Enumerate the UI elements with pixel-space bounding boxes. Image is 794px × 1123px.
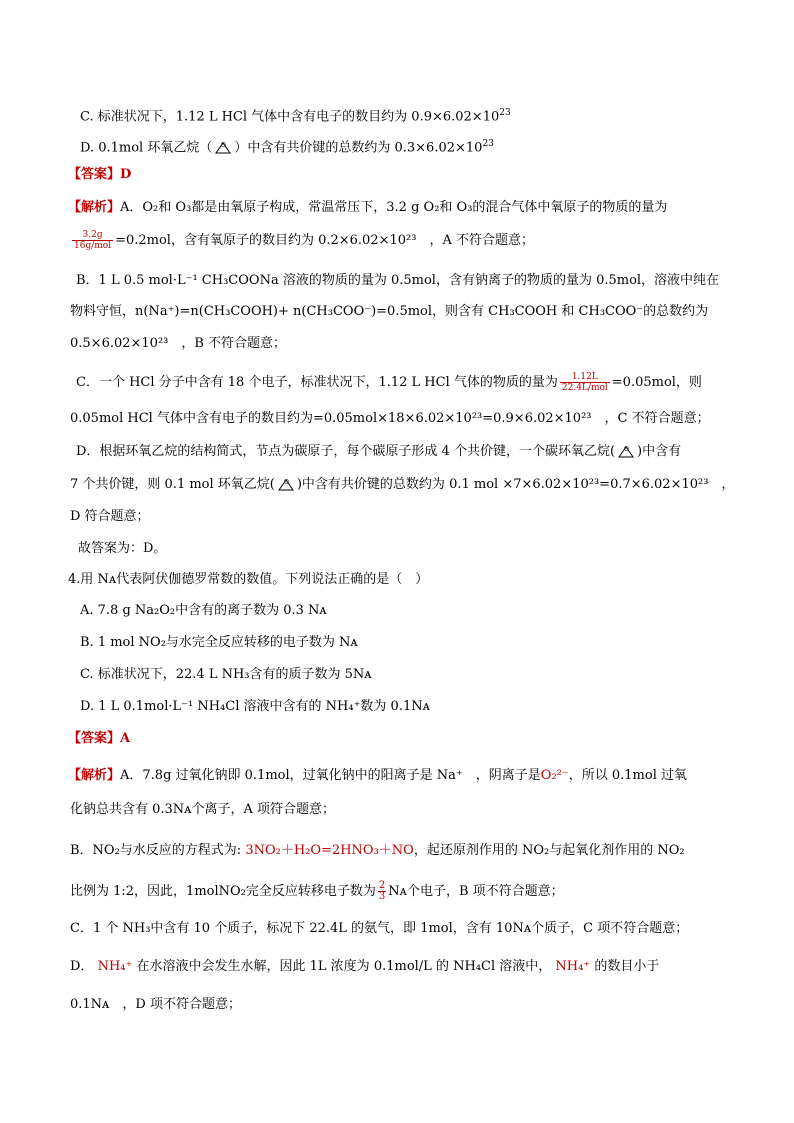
epoxide-ring-icon bbox=[212, 141, 234, 155]
q4-stem: 4.用 Nᴀ代表阿伏伽德罗常数的数值。下列说法正确的是（ ） bbox=[68, 572, 429, 587]
q3-analysis-a1: 【解析】A．O₂和 O₃都是由氧原子构成，常温常压下，3.2 g O₂和 O₃的混合气体中氧原子的物质的量为 bbox=[68, 200, 668, 215]
fraction: $\frac{3.2g}{\text{16g/mol}}$ bbox=[74, 230, 112, 251]
q3-option-c: C. 标准状况下，1.12 L HCl 气体中含有电子的数目约为 $0.9\times 6.02\times 10^{23}$ bbox=[80, 108, 511, 125]
q3-analysis-a2: $\frac{3.2g}{\text{16g/mol}}$ =0.2mol，含有氧原子的数目约为 0.2×6.02×10²³ ，A 不符合题意； bbox=[74, 230, 534, 251]
q4-analysis-d1: D． NH₄⁺ 在水溶液中会发生水解，因此 1L 浓度为 0.1mol/L 的 NH₄Cl 溶液中， NH₄⁺ 的数目小于 bbox=[70, 959, 660, 974]
q3-analysis-b2: 物料守恒，n(Na⁺)=n(CH₃COOH)+ n(CH₃COO⁻)=0.5mol，则含有 CH₃COOH 和 CH₃COO⁻的总数约为 bbox=[70, 304, 709, 319]
fraction: $\frac{2}{3}$ bbox=[378, 880, 386, 902]
q4-analysis-b2: 比例为 1:2，因此，1molNO₂完全反应转移电子数为 $\frac{2}{3}$ Nᴀ个电子，B 项不符合题意； bbox=[70, 880, 564, 902]
q4-analysis-a2: 化钠总共含有 0.3Nᴀ个离子，A 项符合题意； bbox=[70, 802, 336, 817]
q4-analysis-d2: 0.1Nᴀ ，D 项不符合题意； bbox=[70, 997, 241, 1012]
q3-analysis-b1: B．1 L 0.5 mol·L⁻¹ CH₃COONa 溶液的物质的量为 0.5mol，含有钠离子的物质的量为 0.5mol，溶液中纯在 bbox=[76, 273, 720, 288]
q3-conclusion: 故答案为：D。 bbox=[78, 541, 167, 556]
q3-analysis-d1: D．根据环氧乙烷的结构简式，节点为碳原子，每个碳原子形成 4 个共价键，一个碳环氧乙烷( O )中含有 bbox=[76, 444, 682, 459]
q4-answer: 【答案】A bbox=[68, 731, 131, 746]
svg-text:O: O bbox=[283, 478, 289, 486]
q4-option-d: D. 1 L 0.1mol·L⁻¹ NH₄Cl 溶液中含有的 NH₄⁺数为 0.1Nᴀ bbox=[80, 699, 430, 714]
epoxide-ring-icon bbox=[615, 445, 637, 459]
q3-analysis-d2: 7 个共价键，则 0.1 mol 环氧乙烷( O )中含有共价键的总数约为 0.1 mol ×7×6.02×10²³=0.7×6.02×10²³ ， bbox=[70, 477, 735, 492]
svg-text:O: O bbox=[221, 141, 227, 149]
q3-analysis-c1: C．一个 HCl 分子中含有 18 个电子，标准状况下，1.12 L HCl 气体的物质的量为 $\frac{1.12L}{\text{22.4L/mol}}$ =0.05mol，则 bbox=[76, 372, 702, 393]
q3-option-d: D. 0.1mol 环氧乙烷（ O ）中含有共价键的总数约为 $0.3\times 6.02\times 10^{23}$ bbox=[80, 139, 494, 156]
q4-analysis-a1: 【解析】A．7.8g 过氧化钠即 0.1mol，过氧化钠中的阳离子是 Na⁺ ，阴离子是O₂²⁻，所以 0.1mol 过氧 bbox=[68, 768, 687, 783]
fraction: $\frac{1.12L}{\text{22.4L/mol}}$ bbox=[561, 372, 608, 393]
q4-analysis-b1: B．NO₂与水反应的方程式为: 3NO₂＋H₂O=2HNO₃＋NO，起还原剂作用的 NO₂与起氧化剂作用的 NO₂ bbox=[70, 843, 685, 858]
q4-option-c: C. 标准状况下，22.4 L NH₃含有的质子数为 5Nᴀ bbox=[80, 667, 372, 682]
q4-option-b: B. 1 mol NO₂与水完全反应转移的电子数为 Nᴀ bbox=[80, 635, 358, 650]
q3-analysis-c2: 0.05mol HCl 气体中含有电子的数目约为=0.05mol×18×6.02×10²³=0.9×6.02×10²³ ，C 不符合题意； bbox=[70, 411, 710, 426]
q4-option-a: A. 7.8 g Na₂O₂中含有的离子数为 0.3 Nᴀ bbox=[80, 603, 327, 618]
q3-analysis-b3: 0.5×6.02×10²³ ，B 不符合题意； bbox=[70, 336, 287, 351]
q3-analysis-d3: D 符合题意； bbox=[70, 509, 150, 524]
epoxide-ring-icon bbox=[275, 478, 297, 492]
q3-answer: 【答案】D bbox=[68, 167, 132, 182]
q4-analysis-c1: C．1 个 NH₃中含有 10 个质子，标况下 22.4L 的氨气，即 1mol，含有 10Nᴀ个质子，C 项不符合题意； bbox=[70, 921, 689, 936]
svg-text:O: O bbox=[624, 445, 629, 453]
